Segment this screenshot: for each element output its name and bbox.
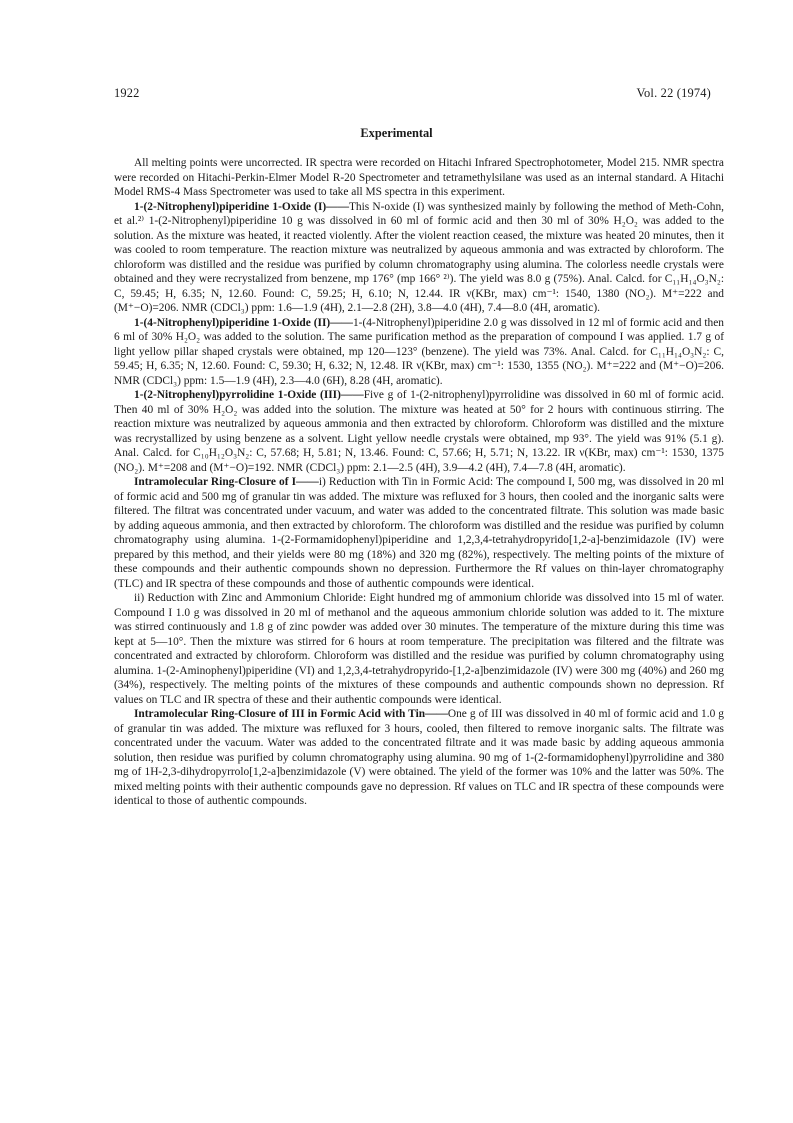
paragraph-compound-iii [114, 388, 724, 475]
journal-volume: Vol. 22 (1974) [636, 86, 711, 100]
paragraph-text: All melting points were uncorrected. IR spectra were recorded on Hitachi Infrared Spectrophotometer, Model 215. NMR spectra were recorded on Hitachi-Perkin-Elmer Model R-20 Spectrometer and tetramethylsilane was used as an internal standard. A Hitachi Model RMS-4 Mass Spectrometer was used to take all MS spectra in this experiment. [114, 157, 724, 198]
paragraph-compound-i [114, 200, 724, 316]
paragraph-text: One g of III was dissolved in 40 ml of formic acid and 1.0 g of granular tin was added. The mixture was refluxed for 3 hours, cooled, then filtered to remove inorganic salts. The filtrate was concentrated under the vacuum. Water was added to the concentrated filtrate and it was made basic by adding aqueous ammonia solution, then residue was purified by column chromatography using alumina. 90 mg of 1-(2-formamidophenyl)pyrrolidine and 380 mg of 1H-2,3-dihydropyrrolo[1,2-a]benzimidazole (V) were obtained. The yield of the former was 10% and the latter was 50%. The mixed melting points with their authentic compounds gave no depression. Rf values on TLC and IR spectra of these compounds were identical to those of authentic compounds. [114, 708, 724, 807]
paragraph-text: i) Reduction with Tin in Formic Acid: The compound I, 500 mg, was dissolved in 20 ml of formic acid and 500 mg of granular tin was added. The mixture was refluxed for 3 hours, then cooled and the inorganic salts were filtered. The filtrat was concentrated under vacuum, and water was added to the concentrated filtrate. This solution was made basic by adding aqueous ammonia, and then extracted by chloroform. The chloroform was distilled and the residue was purified by column chromatography using alumina. 1-(2-Formamidophenyl)piperidine and 1,2,3,4-tetrahydropyrido[1,2-a]-benzimidazole (IV) were prepared by this method, and their yields were 80 mg (18%) and 320 mg (82%), respectively. The melting points of the mixture of these compounds and their authentic compounds shown no depression. Furthermore the Rf values on thin-layer chromatography (TLC) and IR spectra of these compounds and those of authentic compounds were identical. [114, 476, 724, 590]
experimental-body [114, 156, 724, 809]
paragraph-zinc-reduction [114, 591, 724, 707]
paragraph-general [114, 156, 724, 200]
paragraph-text: This N-oxide (I) was synthesized mainly by following the method of Meth-Cohn, et al.²⁾ 1-(2-Nitrophenyl)piperidine 10 g was dissolved in 60 ml of formic acid and then 30 ml of 30% H₂O₂ was added to the solution. As the mixture was heated, it reacted violently. After the violent reaction ceased, the mixture was heated 20 minutes, then it was cooled to room temperature. The reaction mixture was neutralized by aqueous ammonia and was extracted by chloroform. The chloroform was distilled and the residue was purified by column chromatography using alumina. The colorless needle crystals were obtained and they were recrystalized from benzene, mp 176° (mp 166° ²⁾). The yield was 8.0 g (75%). Anal. Calcd. for C₁₁H₁₄O₃N₂: C, 59.45; H, 6.35; N, 12.60. Found: C, 59.25; H, 6.10; N, 12.44. IR ν(KBr, max) cm⁻¹: 1540, 1380 (NO₂). M⁺=222 and (M⁺−O)=206. NMR (CDCl₃) ppm: 1.6—1.9 (4H), 2.1—2.8 (2H), 3.8—4.0 (4H), 7.4—8.0 (4H, aromatic). [114, 200, 724, 314]
page-number: 1922 [114, 86, 140, 100]
paragraph-heading: 1-(4-Nitrophenyl)piperidine 1-Oxide (II)—— [134, 316, 353, 329]
paragraph-compound-ii [114, 316, 724, 389]
paragraph-heading: Intramolecular Ring-Closure of I—— [134, 476, 319, 488]
paragraph-ring-closure-iii [114, 707, 724, 809]
section-title: Experimental [360, 126, 433, 140]
paragraph-ring-closure-i [114, 475, 724, 591]
paragraph-text: 1-(4-Nitrophenyl)piperidine 2.0 g was dissolved in 12 ml of formic acid and then 6 ml of 30% H₂O₂ was added to the solution. The same purification method as the preparation of compound I was applied. 1.7 g of light yellow pillar shaped crystals were obtained, mp 120—123° (benzene). The yield was 73%. Anal. Calcd. for C₁₁H₁₄O₃N₂: C, 59.45; H, 6.35; N, 12.60. Found: C, 59.30; H, 6.32; N, 12.48. IR ν(KBr, max) cm⁻¹: 1530, 1355 (NO₂). M⁺=222 and (M⁺−O)=206. NMR (CDCl₃) ppm: 1.5—1.9 (4H), 2.3—4.0 (6H), 8.28 (4H, aromatic). [114, 316, 724, 387]
paragraph-heading: 1-(2-Nitrophenyl)pyrrolidine 1-Oxide (III)—— [134, 389, 364, 401]
paragraph-text: ii) Reduction with Zinc and Ammonium Chloride: Eight hundred mg of ammonium chloride was dissolved into 15 ml of water. Compound I 1.0 g was dissolved in 20 ml of methanol and the aqueous ammonium chloride solution was added to it. The mixture was stirred continuously and 1.8 g of zinc powder was added over 30 minutes. The temperature of the mixture during this time was kept at 5—10°. Then the mixture was stirred for 6 hours at room temperature. The precipitation was filtered and the filtrate was concentrated and extracted by chloroform. Chloroform was distilled and the residue was purified by column chromatography using alumina. 1-(2-Aminophenyl)piperidine (VI) and 1,2,3,4-tetrahydropyrido-[1,2-a]benzimidazole (IV) were 300 mg (40%) and 260 mg (34%), respectively. The melting points of the mixtures of these compounds and authentic compounds shown no depression. Rf values on TLC and IR spectra of these and their authentic compounds were identical. [114, 592, 724, 706]
paragraph-heading: Intramolecular Ring-Closure of III in Formic Acid with Tin—— [134, 708, 448, 720]
paragraph-heading: 1-(2-Nitrophenyl)piperidine 1-Oxide (I)—— [134, 200, 349, 213]
paragraph-text: Five g of 1-(2-nitrophenyl)pyrrolidine was dissolved in 60 ml of formic acid. Then 40 ml of 30% H₂O₂ was added into the solution. The mixture was heated at 50° for 2 hours with continuous stirring. The reaction mixture was neutralized by aqueous ammonia and then extracted by chloroform. Chloroform was distilled and the mixture was recrystallized by using benzene as a solvent. Light yellow needle crystals were obtained, mp 93°. The yield was 91% (5.1 g). Anal. Calcd. for C₁₀H₁₂O₃N₂: C, 57.68; H, 5.81; N, 13.46. Found: C, 57.66; H, 5.71; N, 13.22. IR ν(KBr, max) cm⁻¹: 1530, 1375 (NO₂). M⁺=208 and (M⁺−O)=192. NMR (CDCl₃) ppm: 2.1—2.5 (4H), 3.9—4.2 (4H), 7.4—7.8 (4H, aromatic). [114, 389, 724, 474]
